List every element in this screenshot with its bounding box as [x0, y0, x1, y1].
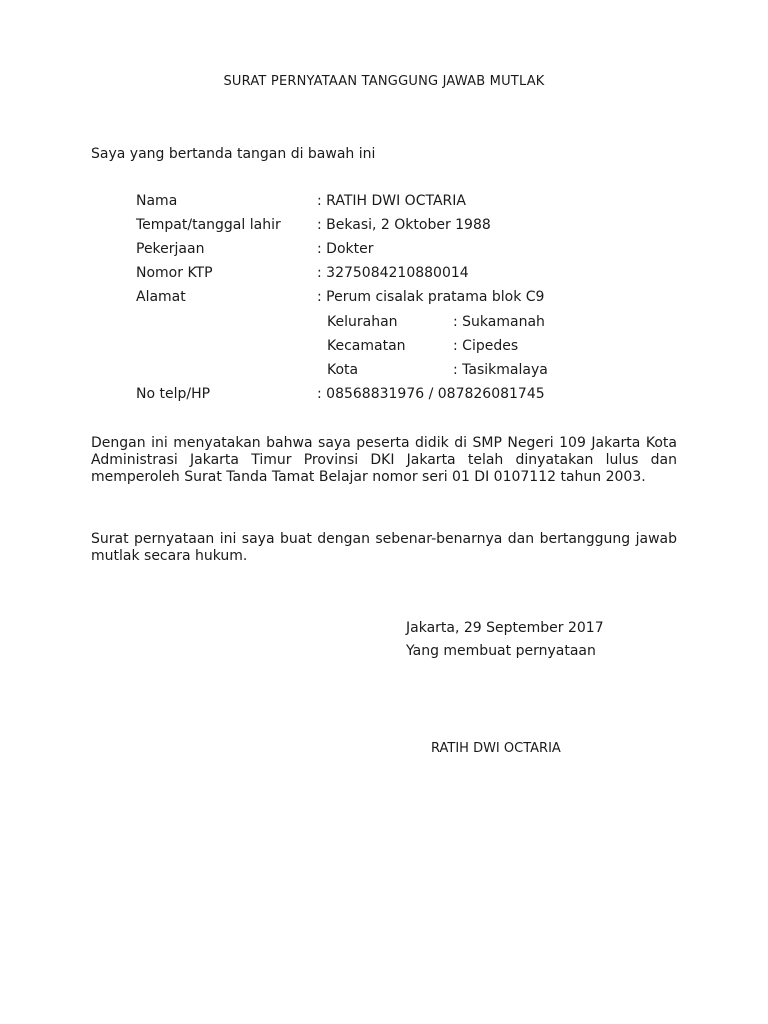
intro-text: Saya yang bertanda tangan di bawah ini: [91, 146, 376, 162]
field-label: No telp/HP: [136, 386, 211, 402]
field-value: : Dokter: [317, 241, 374, 257]
field-value: : Perum cisalak pratama blok C9: [317, 289, 545, 305]
signature-role: Yang membuat pernyataan: [406, 643, 596, 659]
field-row-nama: [136, 193, 466, 210]
address-label: Kelurahan: [327, 314, 398, 330]
signature-name: RATIH DWI OCTARIA: [431, 741, 561, 756]
field-label: Tempat/tanggal lahir: [136, 217, 281, 233]
address-value: : Tasikmalaya: [453, 362, 548, 378]
field-row-nomor-ktp: [136, 265, 469, 282]
field-label: Alamat: [136, 289, 186, 305]
field-value: : Bekasi, 2 Oktober 1988: [317, 217, 491, 233]
address-row-kecamatan: [327, 338, 518, 355]
address-row-kota: [327, 362, 548, 379]
field-value: : 08568831976 / 087826081745: [317, 386, 545, 402]
field-row-tempat-tanggal-lahir: [136, 217, 491, 234]
address-value: : Sukamanah: [453, 314, 545, 330]
address-label: Kecamatan: [327, 338, 406, 354]
statement-paragraph: Dengan ini menyatakan bahwa saya peserta didik di SMP Negeri 109 Jakarta Kota Administrasi Jakarta Timur Provinsi DKI Jakarta telah dinyatakan lulus dan memperoleh Surat Tanda Tamat Belajar nomor seri 01 DI 0107112 tahun 2003.: [91, 435, 677, 485]
field-label: Nama: [136, 193, 178, 209]
signature-place-date: Jakarta, 29 September 2017: [406, 620, 604, 636]
field-value: : RATIH DWI OCTARIA: [317, 193, 466, 209]
field-value: : 3275084210880014: [317, 265, 469, 281]
field-row-pekerjaan: [136, 241, 373, 258]
address-label: Kota: [327, 362, 359, 378]
address-row-kelurahan: [327, 314, 545, 331]
address-value: : Cipedes: [453, 338, 519, 354]
field-row-phone: [136, 386, 545, 403]
field-label: Nomor KTP: [136, 265, 213, 281]
field-label: Pekerjaan: [136, 241, 205, 257]
field-row-alamat: [136, 289, 544, 306]
closing-paragraph: Surat pernyataan ini saya buat dengan sebenar-benarnya dan bertanggung jawab mutlak secara hukum.: [91, 531, 677, 564]
document-title: SURAT PERNYATAAN TANGGUNG JAWAB MUTLAK: [223, 74, 545, 89]
